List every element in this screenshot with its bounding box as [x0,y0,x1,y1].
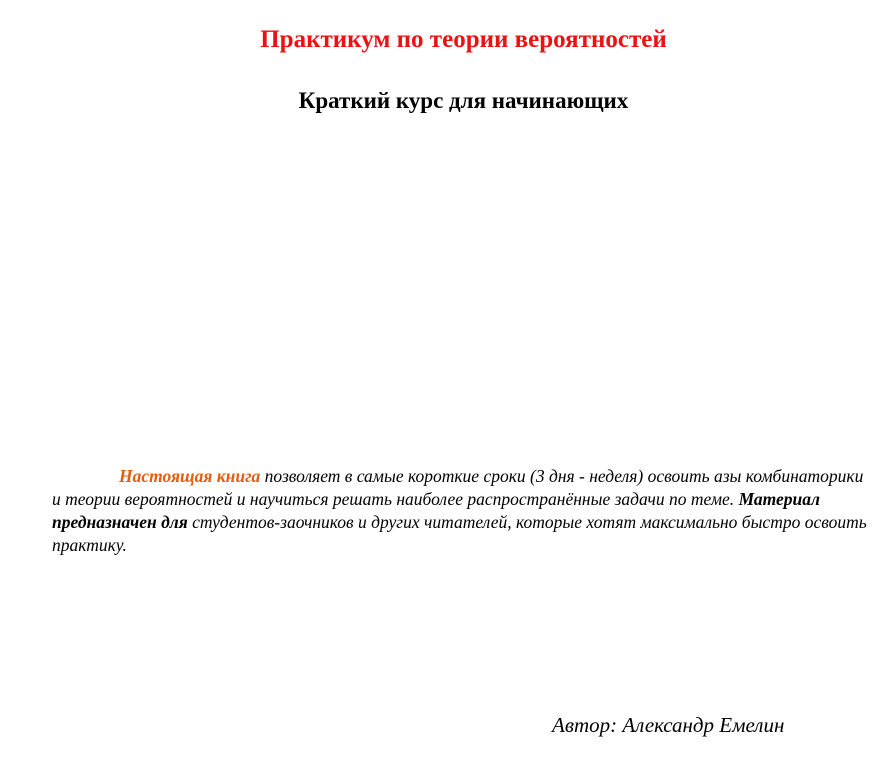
intro-paragraph [52,465,867,557]
intro-text-part1: позволяет в самые короткие сроки (3 дня - неделя) освоить азы комбинаторики и теории вероятностей и научиться решать наиболее распространённые задачи по теме. [52,466,864,509]
intro-emphasis: Материал предназначен для [52,489,820,532]
intro-highlight: Настоящая книга [119,466,261,486]
document-title: Практикум по теории вероятностей [260,26,667,53]
intro-text-part2: студентов-заочников и других читателей, которые хотят максимально быстро освоить практику. [52,512,867,555]
document-subtitle: Краткий курс для начинающих [298,88,629,113]
author-credit: Автор: Александр Емелин [552,713,785,737]
